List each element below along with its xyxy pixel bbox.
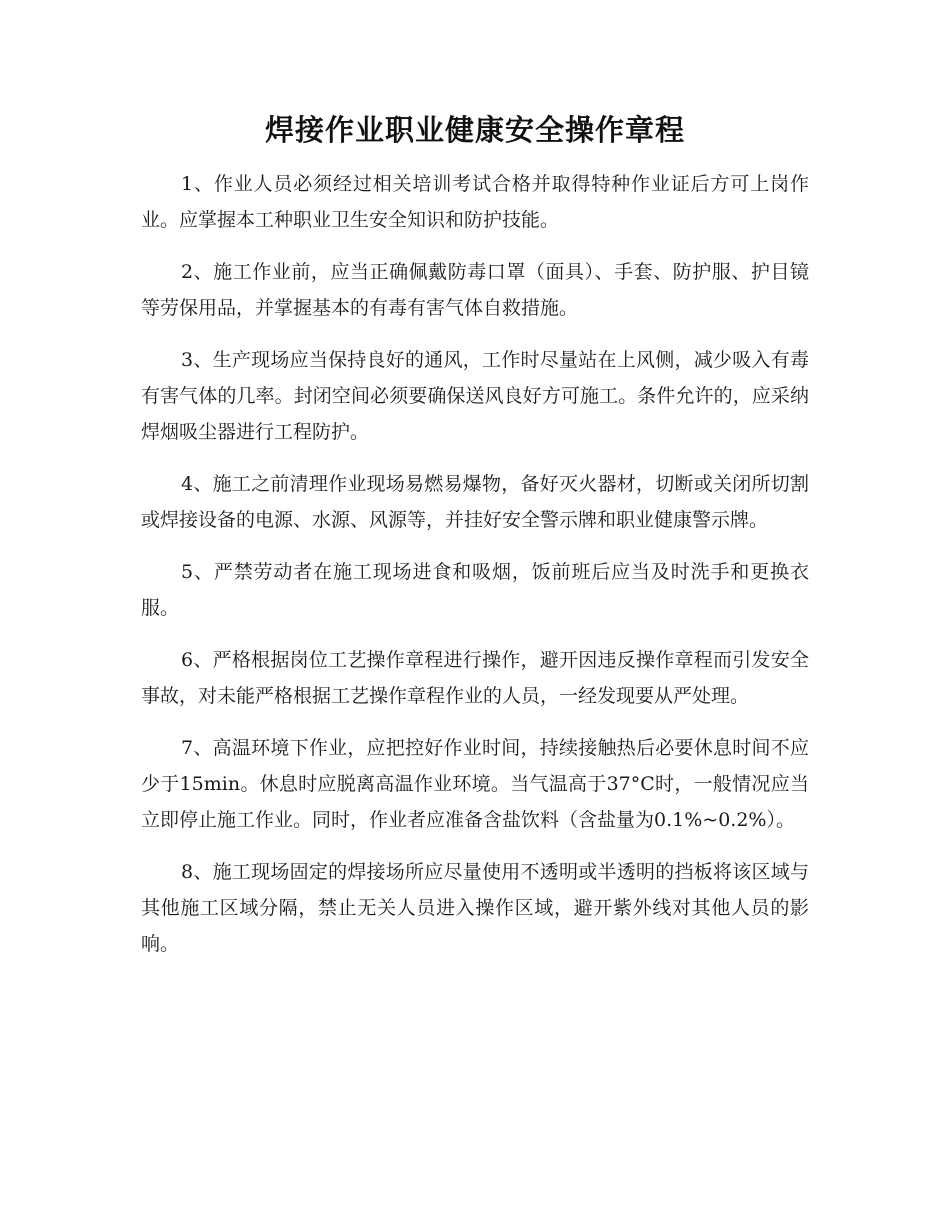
document-body — [141, 166, 809, 978]
paragraph-6: 6、严格根据岗位工艺操作章程进行操作，避开因违反操作章程而引发安全事故，对未能严格根据工艺操作章程作业的人员，一经发现要从严处理。 — [141, 649, 809, 707]
paragraph-8: 8、施工现场固定的焊接场所应尽量使用不透明或半透明的挡板将该区域与其他施工区域分隔，禁止无关人员进入操作区域，避开紫外线对其他人员的影响。 — [141, 861, 809, 955]
paragraph-2: 2、施工作业前，应当正确佩戴防毒口罩（面具）、手套、防护服、护目镜等劳保用品，并掌握基本的有毒有害气体自救措施。 — [141, 261, 809, 319]
paragraph-4: 4、施工之前清理作业现场易燃易爆物，备好灭火器材，切断或关闭所切割或焊接设备的电源、水源、风源等，并挂好安全警示牌和职业健康警示牌。 — [141, 473, 809, 531]
paragraph-5: 5、严禁劳动者在施工现场进食和吸烟，饭前班后应当及时洗手和更换衣服。 — [141, 561, 809, 619]
paragraph-1: 1、作业人员必须经过相关培训考试合格并取得特种作业证后方可上岗作业。应掌握本工种职业卫生安全知识和防护技能。 — [141, 173, 809, 231]
paragraph-7: 7、高温环境下作业，应把控好作业时间，持续接触热后必要休息时间不应少于15min。休息时应脱离高温作业环境。当气温高于37°C时，一般情况应当立即停止施工作业。同时，作业者应准备含盐饮料（含盐量为0.1%~0.2%）。 — [141, 737, 809, 831]
paragraph-3: 3、生产现场应当保持良好的通风，工作时尽量站在上风侧，减少吸入有毒有害气体的几率。封闭空间必须要确保送风良好方可施工。条件允许的，应采纳焊烟吸尘器进行工程防护。 — [141, 349, 809, 443]
document-title: 焊接作业职业健康安全操作章程 — [264, 113, 685, 147]
